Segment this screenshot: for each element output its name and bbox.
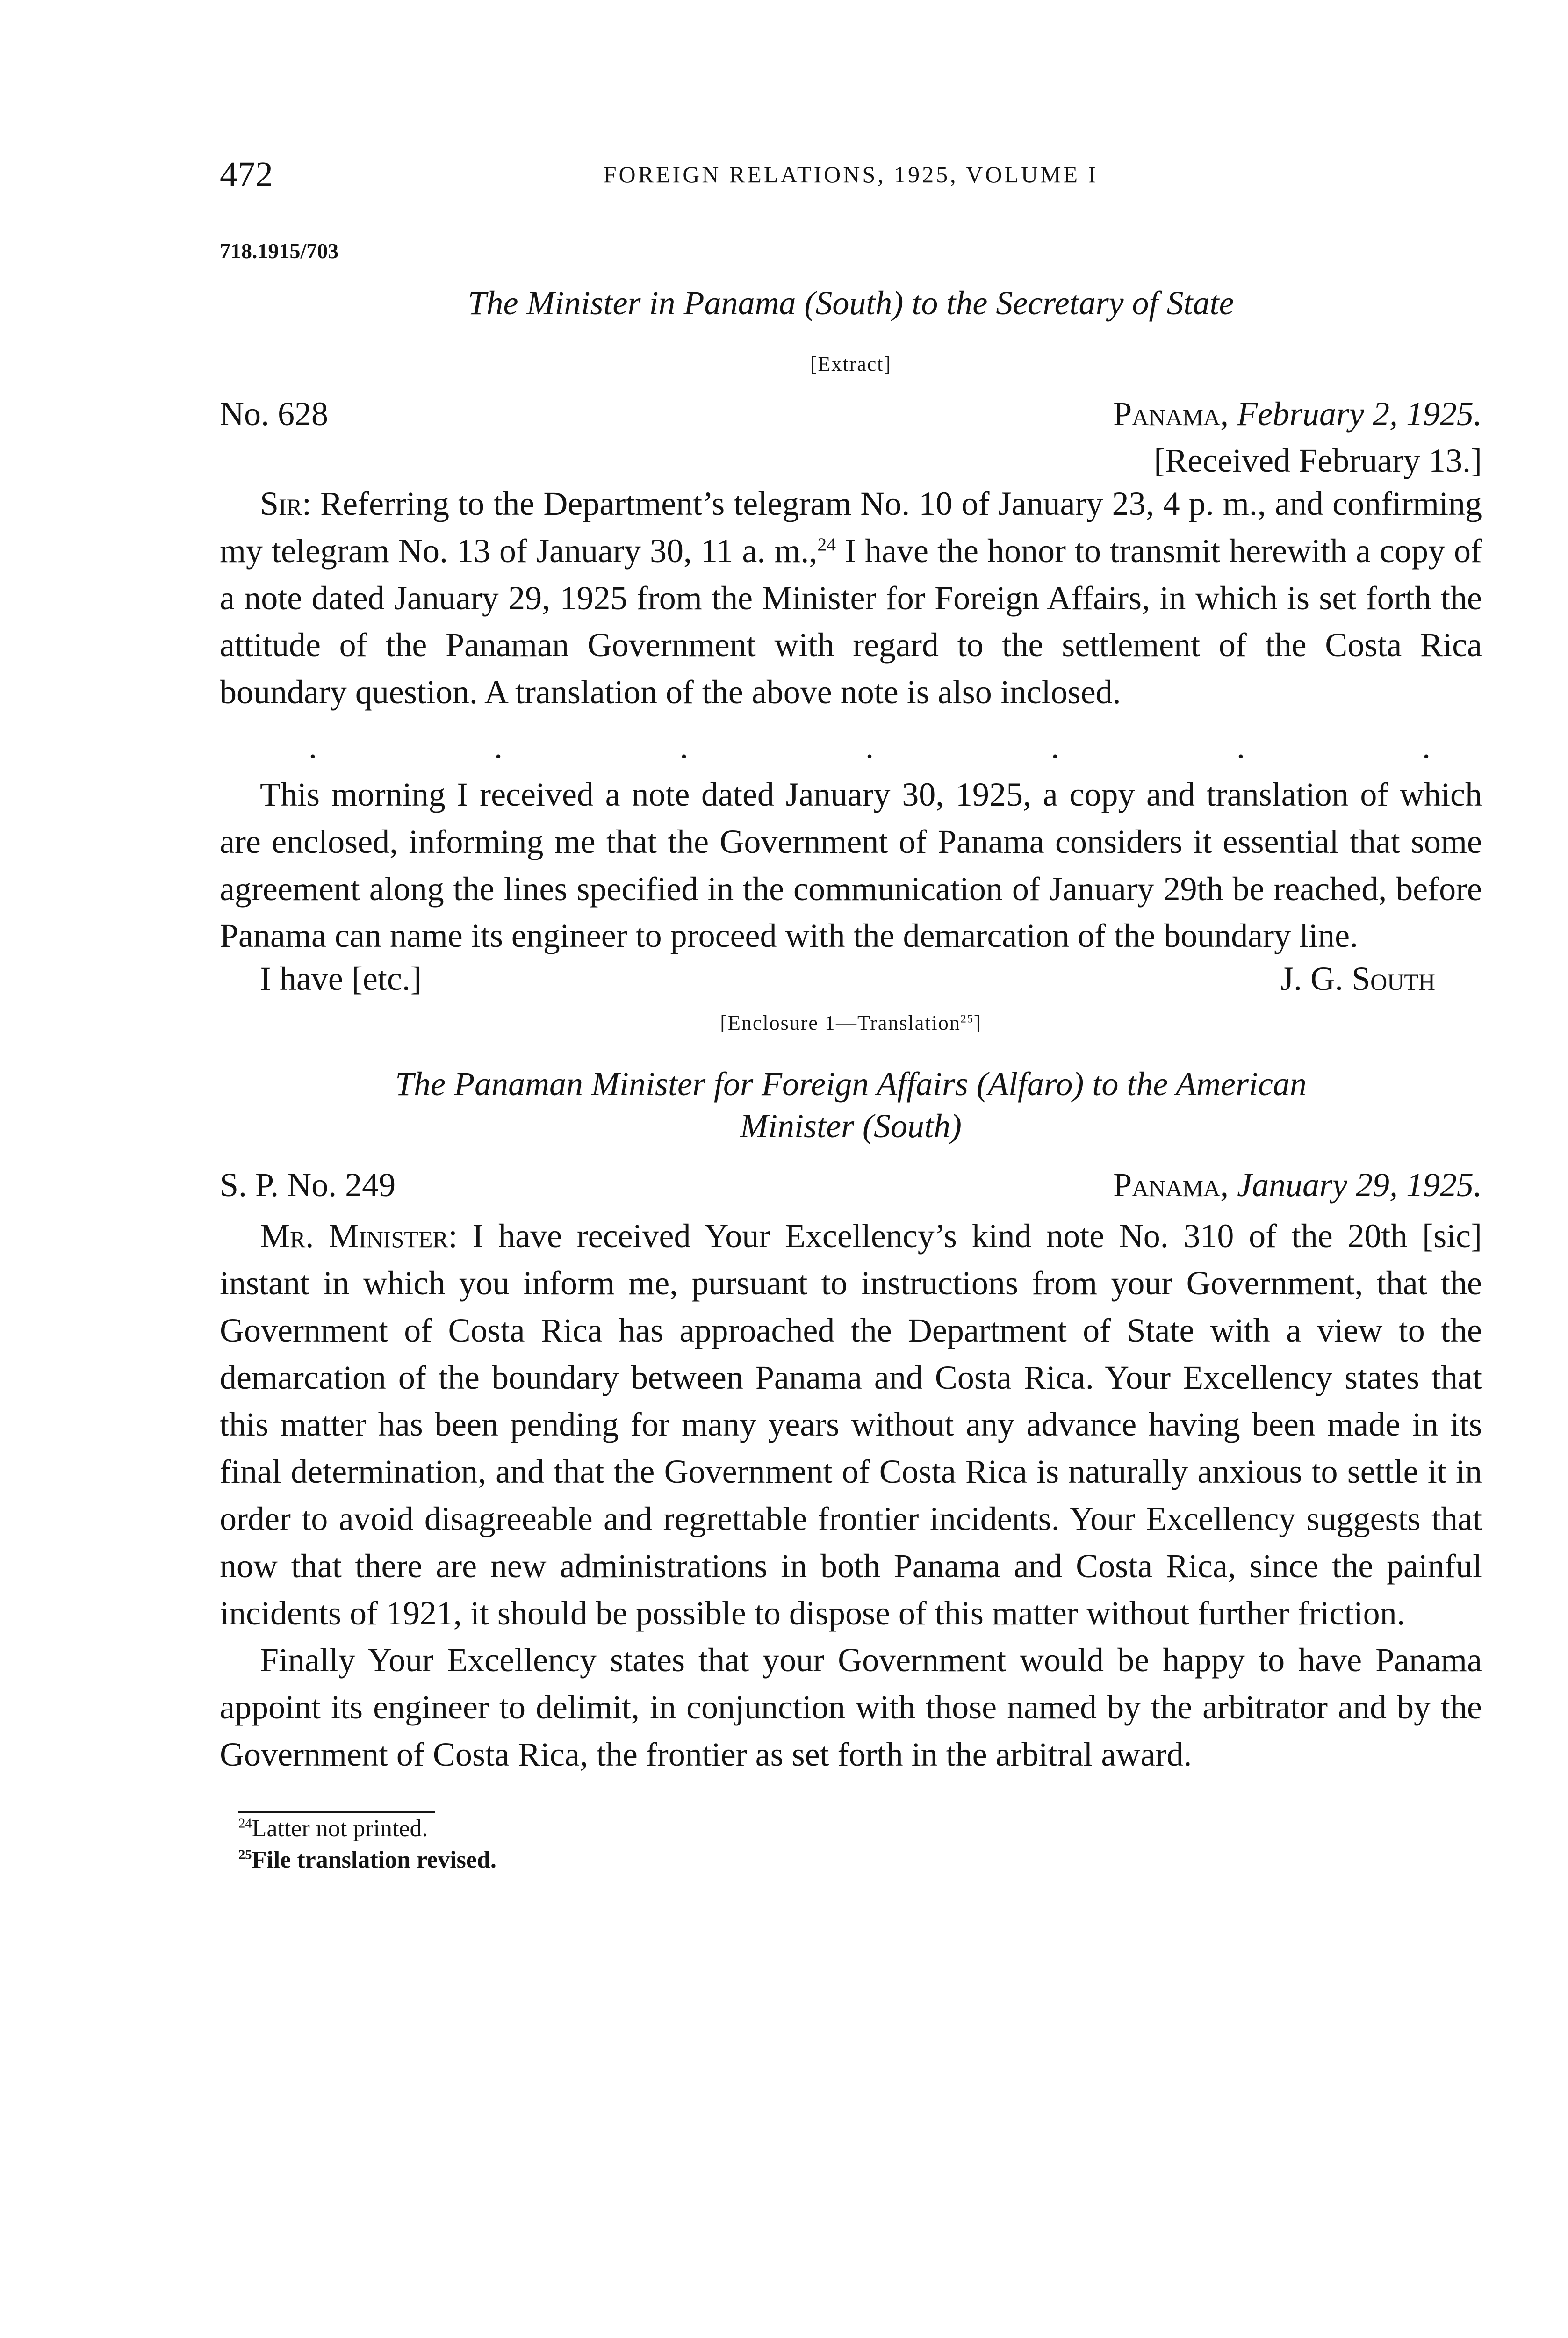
running-title: FOREIGN RELATIONS, 1925, VOLUME I [603,161,1099,188]
place-date [1113,1166,1482,1205]
document-page [220,154,1482,1876]
paragraph-text: Referring to the Department’s telegram No. 10 of January 23, 4 p. m., and confirming my telegram No. 13 of January 30, 11 a. m., [220,485,1482,570]
paragraph: This morning I received a note dated January 30, 1925, a copy and translation of which are enclosed, informing me that the Government of Panama considers it essential that some agreement along the lines specified in the communication of January 29th be reached, before Panama can name its engineer to proceed with the demarcation of the boundary line. [220,775,1482,955]
place-date [1113,395,1482,433]
dateline [220,1166,1482,1212]
footnote-ref: 24 [817,534,836,555]
document-heading: The Minister in Panama (South) to the Secretary of State [468,284,1234,322]
paragraph-text: I have the honor to transmit herewith a copy of a note dated January 29, 1925 from the Minister for Foreign Affairs, in which is set forth the attitude of the Panaman Government with regard to the settlement of the Costa Rica boundary question. A translation of the above note is also inclosed. [220,532,1482,711]
date: February 2, 1925. [1237,395,1482,433]
footnote: $^{25}$File translation revised. [238,1847,496,1874]
enclosure-heading: The Panaman Minister for Foreign Affairs (Alfaro) to the American Minister (South) [395,1065,1307,1145]
received-date: [Received February 13.] [1154,442,1482,479]
place: Panama, [1113,1166,1229,1204]
footnote-ref: 25 [960,1012,974,1025]
paragraph-text: I have received Your Excellency’s kind note No. 310 of the 20th [sic] instant in which you inform me, pursuant to instructions from your Government, that the Government of Costa Rica has approached the Department of State with a view to the demarcation of the boundary between Panama and Costa Rica. Your Excellency states that this matter has been pending for many years without any advance having been made in its final determination, and that the Government of Costa Rica is naturally anxious to settle it in order to avoid disagreeable and regrettable frontier incidents. Your Excellency suggests that now that there are new administrations in both Panama and Costa Rica, since the painful incidents of 1921, it should be possible to dispose of this matter without further friction. [220,1217,1482,1632]
extract-label: [Extract] [810,353,892,375]
ellipsis-row: . . . . . . . [309,728,1431,765]
running-header [220,154,1482,206]
paragraph [220,480,1482,716]
salutation: Mr. Minister: [260,1217,458,1255]
despatch-number: No. 628 [220,395,328,433]
closing: I have [etc.] [260,960,422,998]
paragraph [220,1212,1482,1637]
signature-row [220,960,1482,1006]
footnote: $^{24}$Latter not printed. [238,1815,428,1842]
paragraph: Finally Your Excellency states that your Government would be happy to have Panama appoint its engineer to delimit, in conjunction with those named by the arbitrator and by the Government of Costa Rica, the frontier as set forth in the arbitral award. [220,1641,1482,1773]
salutation: Sir: [260,485,312,522]
date: January 29, 1925. [1237,1166,1482,1204]
dateline [220,395,1482,441]
file-number: 718.1915/703 [220,239,339,263]
enclosure-label: [Enclosure 1—Translation$^{25}$] [720,1011,982,1035]
signature: J. G. South [1280,960,1435,998]
page-number: 472 [220,155,273,194]
note-number: S. P. No. 249 [220,1166,396,1204]
place: Panama, [1113,395,1229,433]
